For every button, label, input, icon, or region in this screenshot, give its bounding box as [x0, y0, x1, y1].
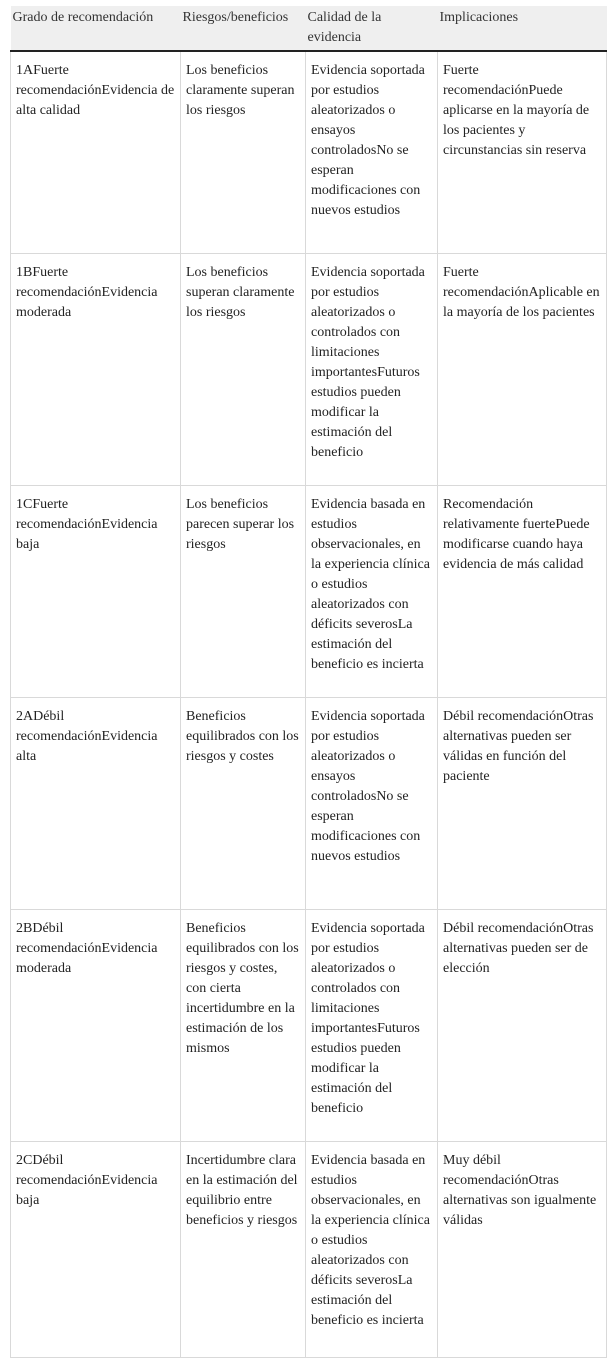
cell-risks-benefits: Beneficios equilibrados con los riesgos y costes	[181, 698, 306, 910]
recommendation-table-container	[10, 6, 606, 1358]
recommendation-grade-table	[10, 6, 607, 1358]
table-row	[11, 910, 607, 1142]
cell-implications: Fuerte recomendaciónPuede aplicarse en la mayoría de los pacientes y circunstancias sin reserva	[438, 51, 607, 254]
table-row	[11, 51, 607, 254]
table-row	[11, 1142, 607, 1358]
cell-implications: Muy débil recomendaciónOtras alternativas son igualmente válidas	[438, 1142, 607, 1358]
cell-risks-benefits: Los beneficios claramente superan los riesgos	[181, 51, 306, 254]
table-row	[11, 486, 607, 698]
cell-evidence-quality: Evidencia soportada por estudios aleatorizados o controlados con limitaciones importantesFuturos estudios pueden modificar la estimación del beneficio	[306, 254, 438, 486]
cell-evidence-quality: Evidencia basada en estudios observacionales, en la experiencia clínica o estudios aleatorizados con déficits severosLa estimación del beneficio es incierta	[306, 1142, 438, 1358]
cell-risks-benefits: Los beneficios parecen superar los riesgos	[181, 486, 306, 698]
header-grade: Grado de recomendación	[11, 6, 181, 51]
cell-evidence-quality: Evidencia basada en estudios observacionales, en la experiencia clínica o estudios aleatorizados con déficits severosLa estimación del beneficio es incierta	[306, 486, 438, 698]
cell-implications: Fuerte recomendaciónAplicable en la mayoría de los pacientes	[438, 254, 607, 486]
cell-implications: Débil recomendaciónOtras alternativas pueden ser válidas en función del paciente	[438, 698, 607, 910]
cell-grade: 2ADébil recomendaciónEvidencia alta	[11, 698, 181, 910]
cell-evidence-quality: Evidencia soportada por estudios aleatorizados o controlados con limitaciones importantesFuturos estudios pueden modificar la estimación del beneficio	[306, 910, 438, 1142]
table-header-row	[11, 6, 607, 51]
table-row	[11, 698, 607, 910]
cell-grade: 2BDébil recomendaciónEvidencia moderada	[11, 910, 181, 1142]
cell-implications: Recomendación relativamente fuertePuede modificarse cuando haya evidencia de más calidad	[438, 486, 607, 698]
cell-grade: 1BFuerte recomendaciónEvidencia moderada	[11, 254, 181, 486]
header-implications: Implicaciones	[438, 6, 607, 51]
table-row	[11, 254, 607, 486]
cell-grade: 1AFuerte recomendaciónEvidencia de alta calidad	[11, 51, 181, 254]
cell-evidence-quality: Evidencia soportada por estudios aleatorizados o ensayos controladosNo se esperan modificaciones con nuevos estudios	[306, 51, 438, 254]
header-evidence-quality: Calidad de la evidencia	[306, 6, 438, 51]
cell-evidence-quality: Evidencia soportada por estudios aleatorizados o ensayos controladosNo se esperan modificaciones con nuevos estudios	[306, 698, 438, 910]
cell-risks-benefits: Beneficios equilibrados con los riesgos y costes, con cierta incertidumbre en la estimación de los mismos	[181, 910, 306, 1142]
cell-grade: 1CFuerte recomendaciónEvidencia baja	[11, 486, 181, 698]
cell-grade: 2CDébil recomendaciónEvidencia baja	[11, 1142, 181, 1358]
cell-implications: Débil recomendaciónOtras alternativas pueden ser de elección	[438, 910, 607, 1142]
cell-risks-benefits: Incertidumbre clara en la estimación del equilibrio entre beneficios y riesgos	[181, 1142, 306, 1358]
header-risks-benefits: Riesgos/beneficios	[181, 6, 306, 51]
cell-risks-benefits: Los beneficios superan claramente los riesgos	[181, 254, 306, 486]
